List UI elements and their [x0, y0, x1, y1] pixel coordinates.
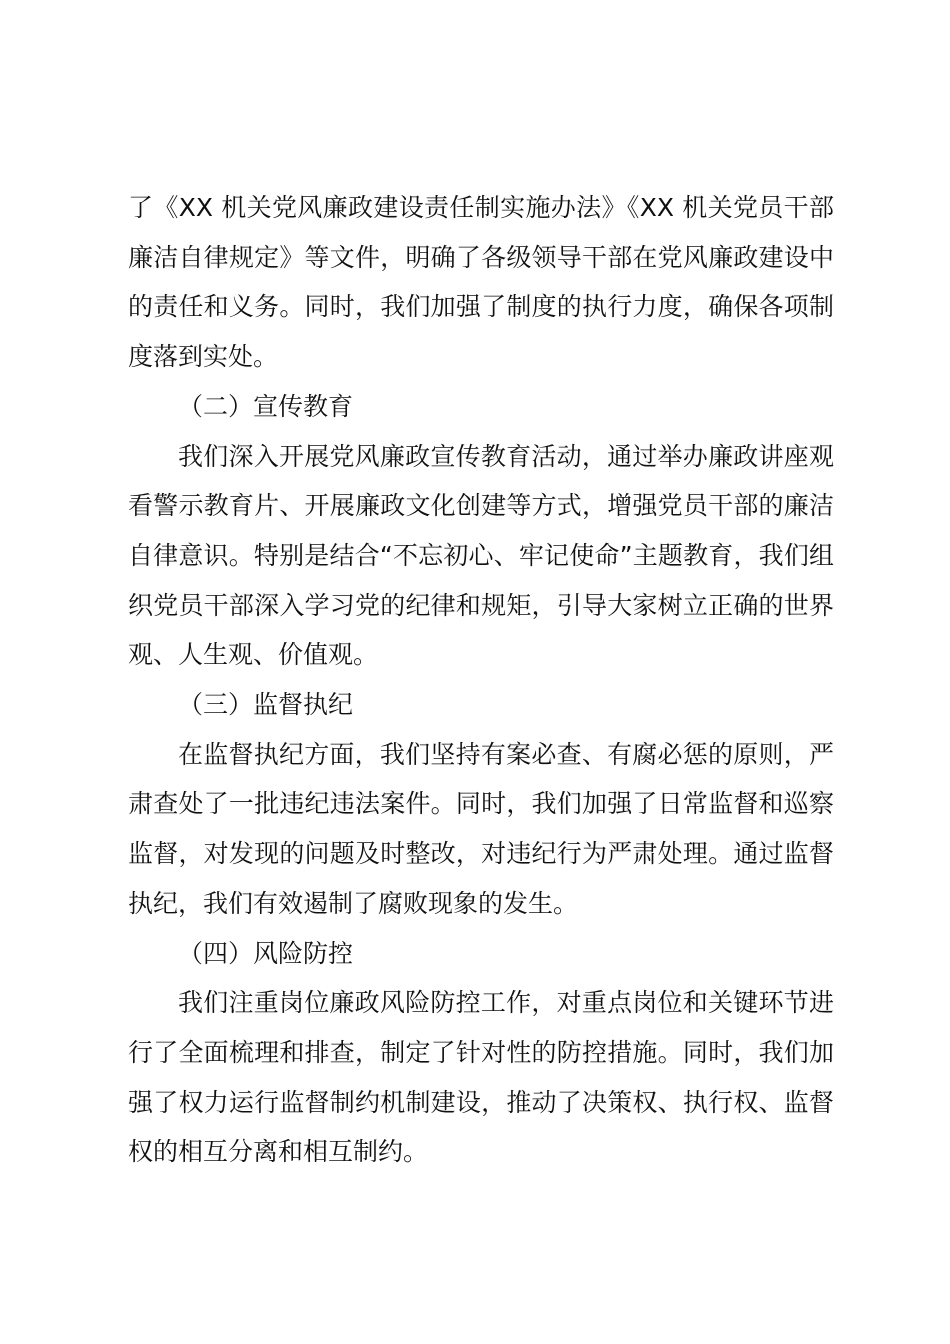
- paragraph-system-building: 了《XX 机关党风廉政建设责任制实施办法》《XX 机关党员干部廉洁自律规定》等文件，明确了各级领导干部在党风廉政建设中的责任和义务。同时，我们加强了制度的执行力度，确保各项制度落到实处。: [128, 193, 834, 372]
- paragraph-supervision-discipline: 在监督执纪方面，我们坚持有案必查、有腐必惩的原则，严肃查处了一批违纪违法案件。同时，我们加强了日常监督和巡察监督，对发现的问题及时整改，对违纪行为严肃处理。通过监督执纪，我们有效遏制了腐败现象的发生。: [128, 739, 834, 918]
- section-heading-risk-control: （四）风险防控: [178, 938, 354, 968]
- document-body: [128, 183, 834, 1177]
- paragraph-risk-control: 我们注重岗位廉政风险防控工作，对重点岗位和关键环节进行了全面梳理和排查，制定了针对性的防控措施。同时，我们加强了权力运行监督制约机制建设，推动了决策权、执行权、监督权的相互分离和相互制约。: [128, 988, 834, 1167]
- section-heading-supervision-discipline: （三）监督执纪: [178, 690, 354, 720]
- paragraph-publicity-education: 我们深入开展党风廉政宣传教育活动，通过举办廉政讲座观看警示教育片、开展廉政文化创建等方式，增强党员干部的廉洁自律意识。特别是结合“不忘初心、牢记使命”主题教育，我们组织党员干部深入学习党的纪律和规矩，引导大家树立正确的世界观、人生观、价值观。: [128, 441, 834, 670]
- section-heading-publicity-education: （二）宣传教育: [178, 391, 354, 421]
